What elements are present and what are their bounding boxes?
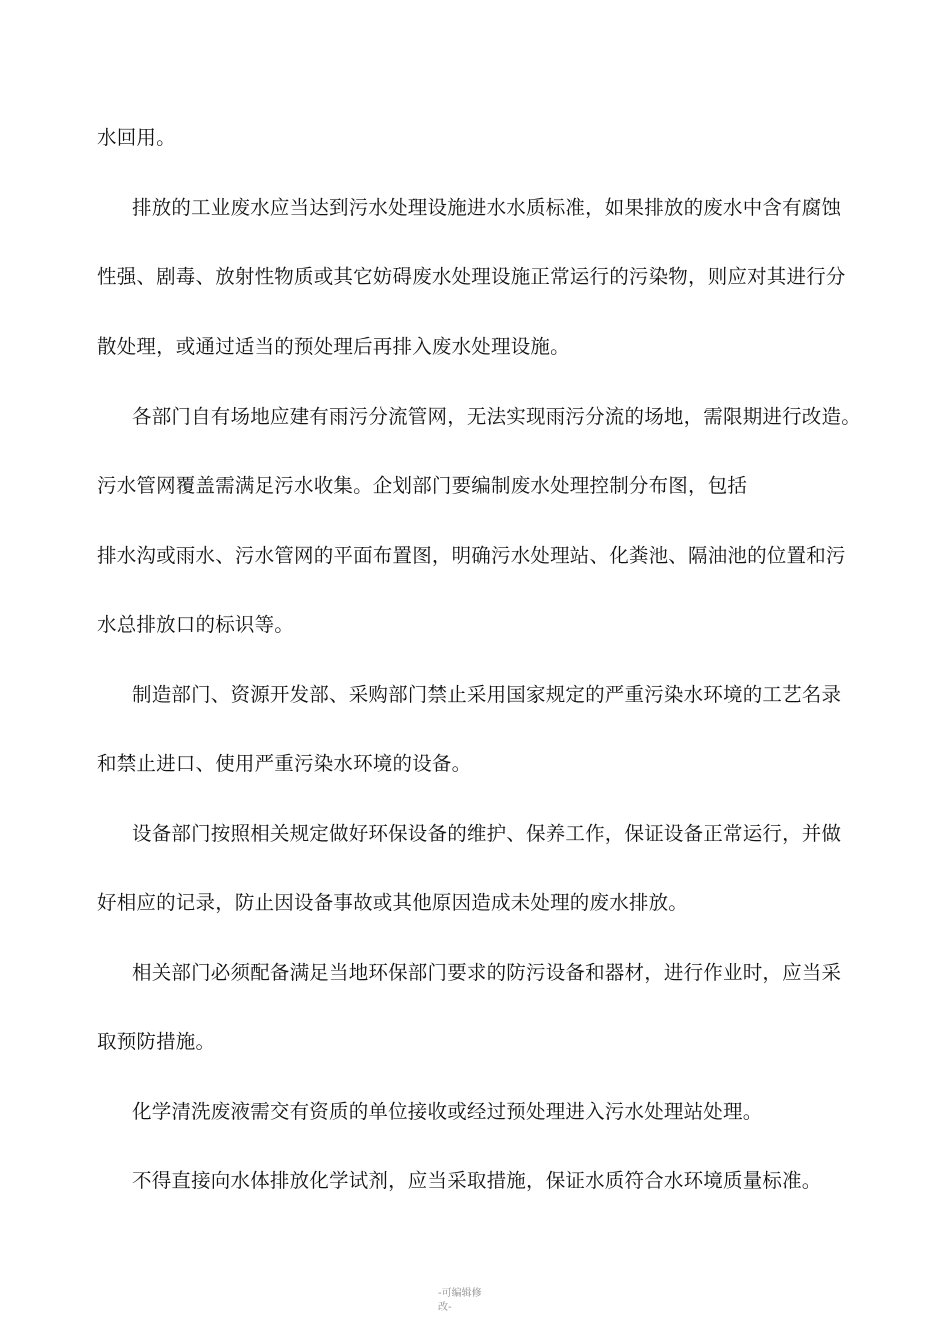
footer-note-line1: -可编辑修 [438,1288,482,1299]
paragraph-start-line: 化学清洗废液需交有资质的单位接收或经过预处理进入污水处理站处理。 [132,1100,763,1123]
paragraph-start-line: 制造部门、资源开发部、采购部门禁止采用国家规定的严重污染水环境的工艺名录 [132,683,842,706]
paragraph-start-line: 设备部门按照相关规定做好环保设备的维护、保养工作，保证设备正常运行，并做 [132,822,842,845]
text-line: 水回用。 [97,126,176,149]
paragraph-start-line: 排放的工业废水应当达到污水处理设施进水水质标准，如果排放的废水中含有腐蚀 [132,196,842,219]
text-line: 好相应的记录，防止因设备事故或其他原因造成未处理的废水排放。 [97,891,689,914]
text-line: 和禁止进口、使用严重污染水环境的设备。 [97,752,472,775]
text-line: 排水沟或雨水、污水管网的平面布置图，明确污水处理站、化粪池、隔油池的位置和污 [97,544,846,567]
text-line: 散处理，或通过适当的预处理后再排入废水处理设施。 [97,335,570,358]
text-line: 取预防措施。 [97,1030,216,1053]
text-line: 性强、剧毒、放射性物质或其它妨碍废水处理设施正常运行的污染物，则应对其进行分 [97,265,846,288]
paragraph-start-line: 各部门自有场地应建有雨污分流管网，无法实现雨污分流的场地，需限期进行改造。 [132,405,861,428]
text-line: 污水管网覆盖需满足污水收集。企划部门要编制废水处理控制分布图，包括 [97,474,748,497]
footer-note-line2: 改- [438,1302,452,1313]
text-line: 水总排放口的标识等。 [97,613,295,636]
paragraph-start-line: 相关部门必须配备满足当地环保部门要求的防污设备和器材，进行作业时，应当采 [132,961,842,984]
paragraph-start-line: 不得直接向水体排放化学试剂，应当采取措施，保证水质符合水环境质量标准。 [132,1169,822,1192]
